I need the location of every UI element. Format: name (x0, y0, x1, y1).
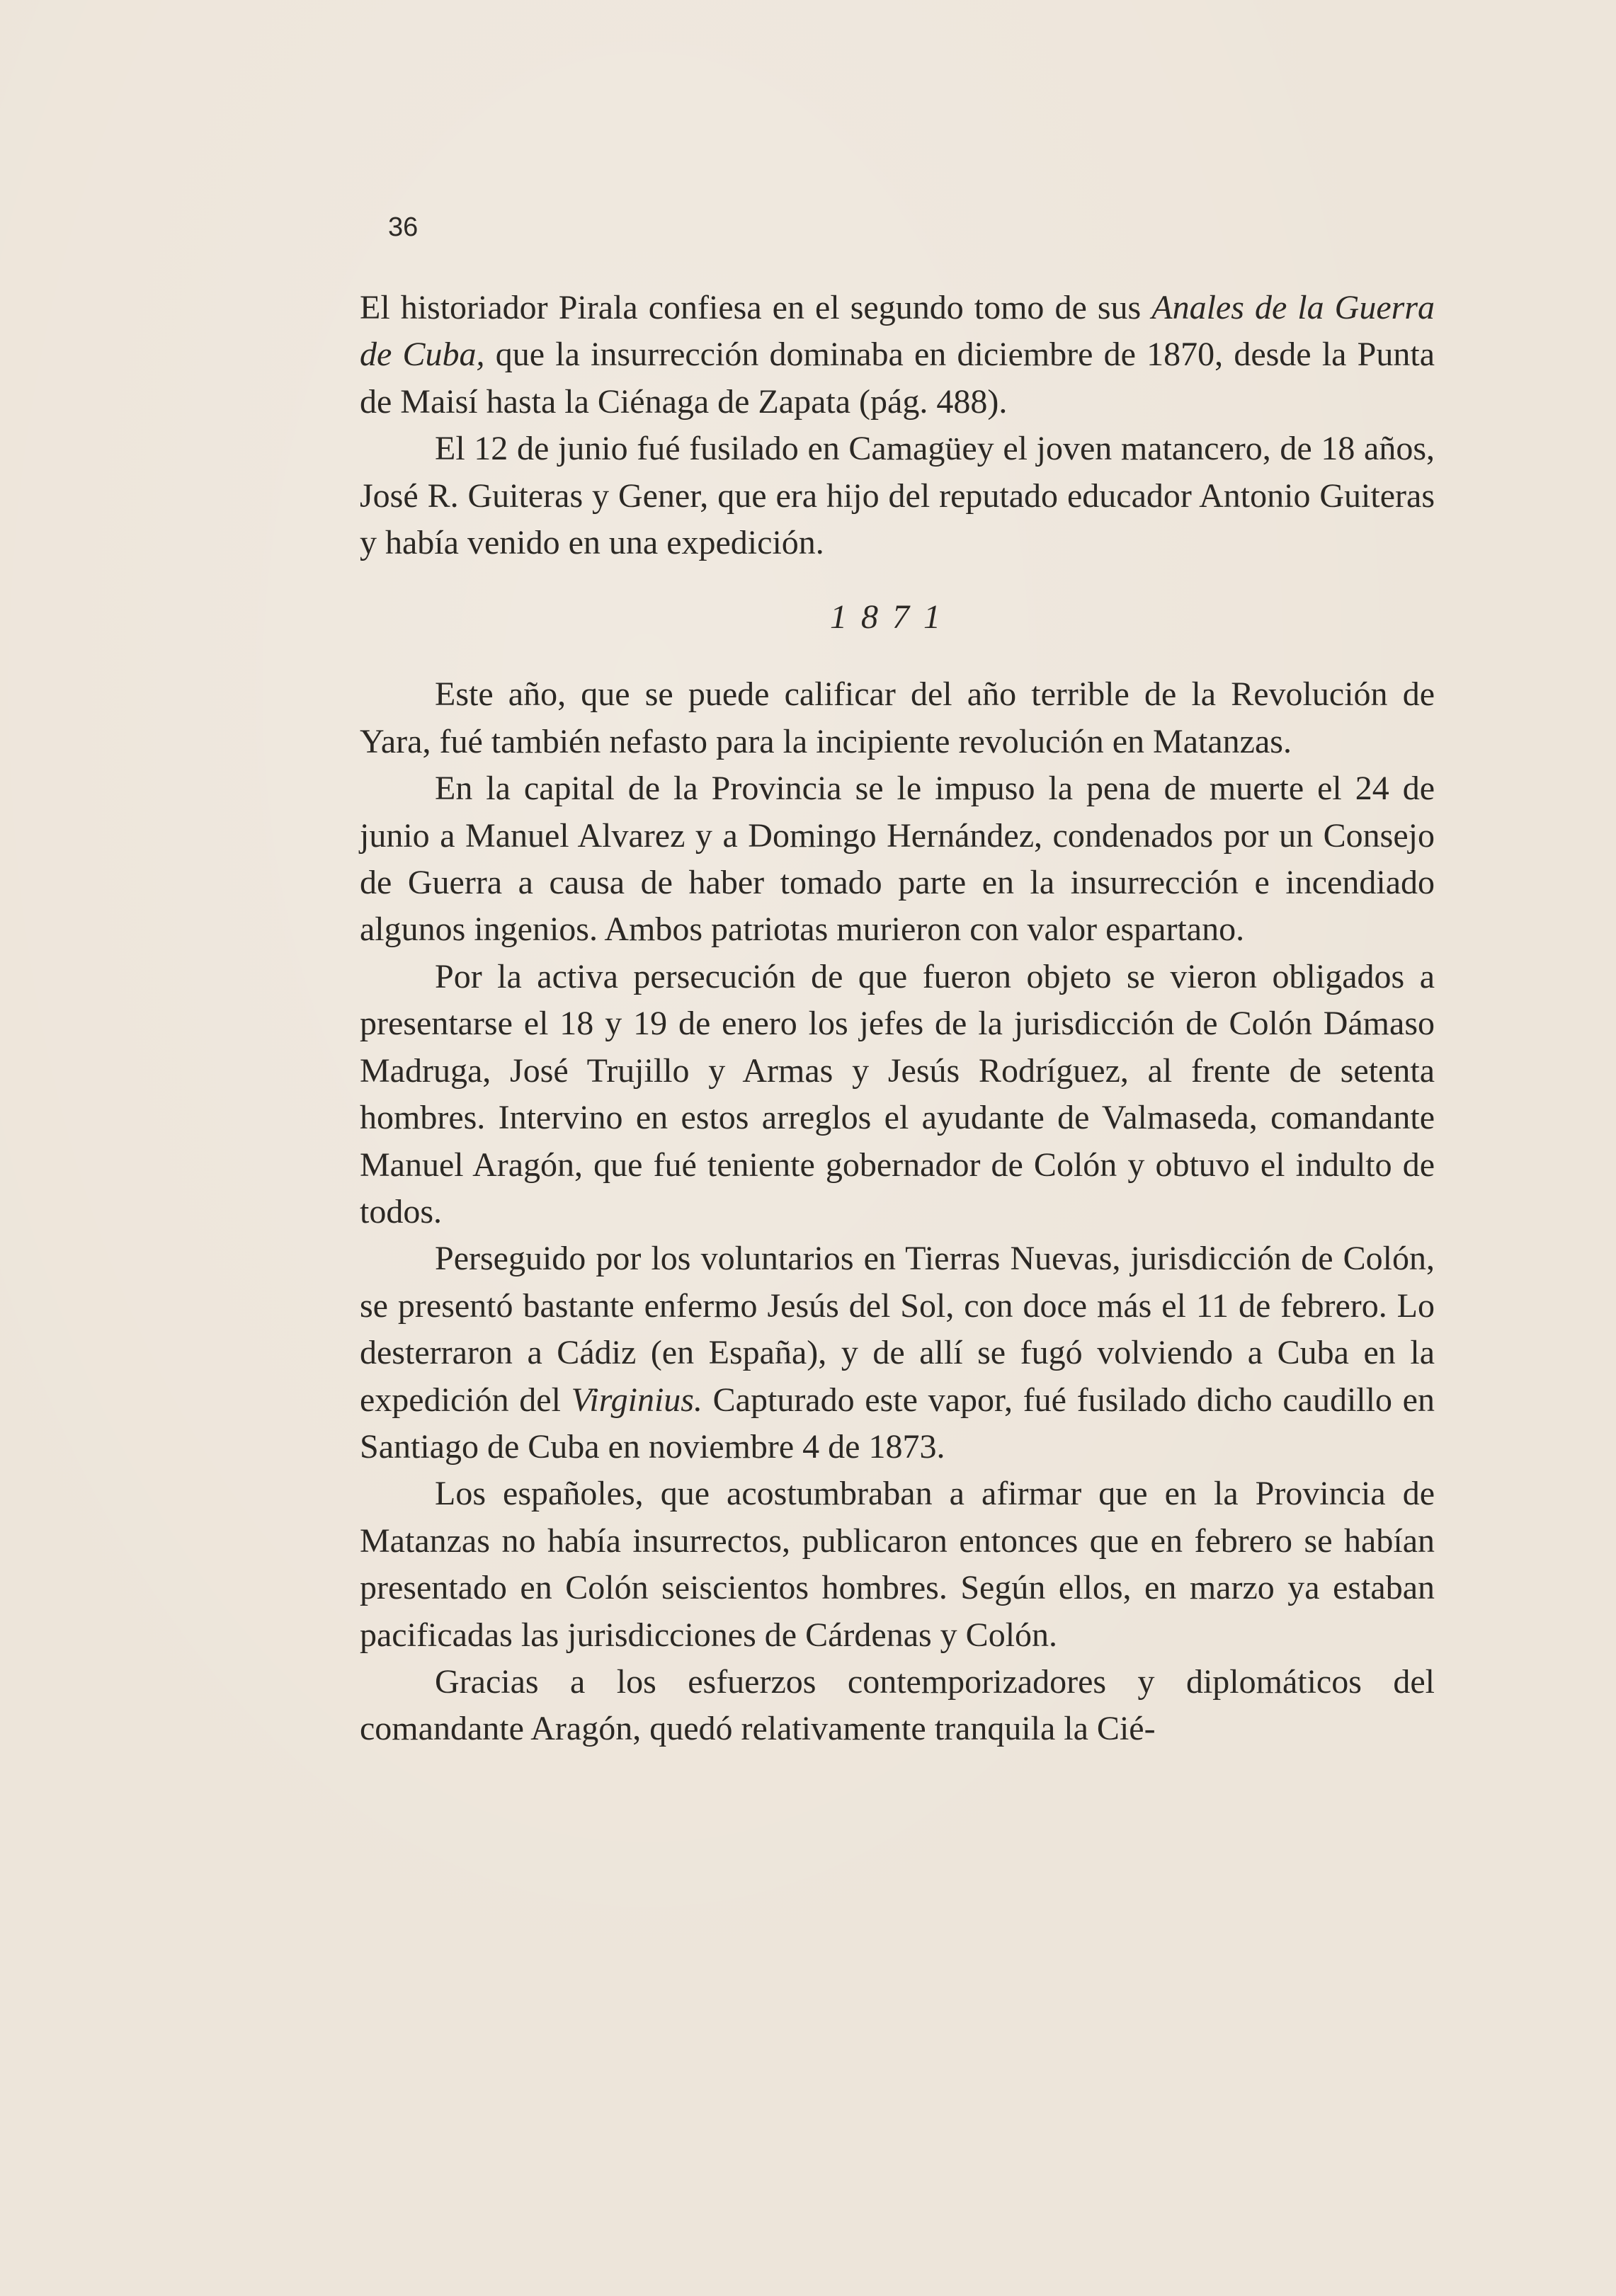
year-heading: 1871 (830, 598, 955, 636)
paragraph-4 (360, 765, 1435, 954)
paragraph-6-part-3: Capturado este vapor, fué fusilado dicho caudillo en Santiago de Cuba en noviembre 4 de 1873. (360, 1381, 1435, 1466)
paragraph-4-text: En la capital de la Provincia se le impuso la pena de muerte el 24 de junio a Manuel Alvarez y a Domingo Hernández, condenados por un Consejo de Guerra a causa de haber tomado parte en la insurrección e incendiado algunos ingenios. Ambos patriotas murieron con valor espartano. (360, 770, 1435, 949)
paragraph-1-part-3: que la insurrección dominaba en diciembre de 1870, desde la Punta de Maisí hasta la Ciénaga de Zapata (pág. 488). (360, 336, 1435, 421)
paragraph-8-text: Gracias a los esfuerzos contemporizadores y diplomáticos del comandante Aragón, quedó relativamente tranquila la Cié- (360, 1662, 1435, 1748)
book-title-italic: Anales de la Guerra de Cuba, (360, 289, 1435, 374)
ship-name-italic: Virginius. (571, 1381, 702, 1419)
page-number: 36 (388, 212, 419, 242)
body-text (360, 285, 1435, 1753)
paragraph-6-part-1: Perseguido por los voluntarios en Tierras Nuevas, jurisdicción de Colón, se presentó bastante enfermo Jesús del Sol, con doce más el 11 de febrero. Lo desterraron a Cádiz (en España), y de allí se fugó volviendo a Cuba en la expedición del (360, 1240, 1435, 1419)
paragraph-5 (360, 954, 1435, 1235)
paragraph-7 (360, 1470, 1435, 1659)
paragraph-2 (360, 425, 1435, 566)
paragraph-1-part-1: El historiador Pirala confiesa en el segundo tomo de sus (360, 289, 1152, 326)
paragraph-8 (360, 1659, 1435, 1753)
paragraph-7-text: Los españoles, que acostumbraban a afirmar que en la Provincia de Matanzas no había insurrectos, publicaron entonces que en febrero se habían presentado en Colón seiscientos hombres. Según ellos, en marzo ya estaban pacificadas las jurisdicciones de Cárdenas y Colón. (360, 1475, 1435, 1654)
paragraph-3 (360, 671, 1435, 765)
paragraph-6 (360, 1235, 1435, 1470)
paragraph-3-text: Este año, que se puede calificar del año terrible de la Revolución de Yara, fué también nefasto para la incipiente revolución en Matanzas. (360, 675, 1435, 760)
paragraph-5-text: Por la activa persecución de que fueron objeto se vieron obligados a presentarse el 18 y 19 de enero los jefes de la jurisdicción de Colón Dámaso Madruga, José Trujillo y Armas y Jesús Rodríguez, al frente de setenta hombres. Intervino en estos arreglos el ayudante de Valmaseda, comandante Manuel Aragón, que fué teniente gobernador de Colón y obtuvo el indulto de todos. (360, 957, 1435, 1230)
paragraph-2-text: El 12 de junio fué fusilado en Camagüey el joven matancero, de 18 años, José R. Guiteras y Gener, que era hijo del reputado educador Antonio Guiteras y había venido en una expedición. (360, 430, 1435, 562)
paragraph-1 (360, 285, 1435, 425)
